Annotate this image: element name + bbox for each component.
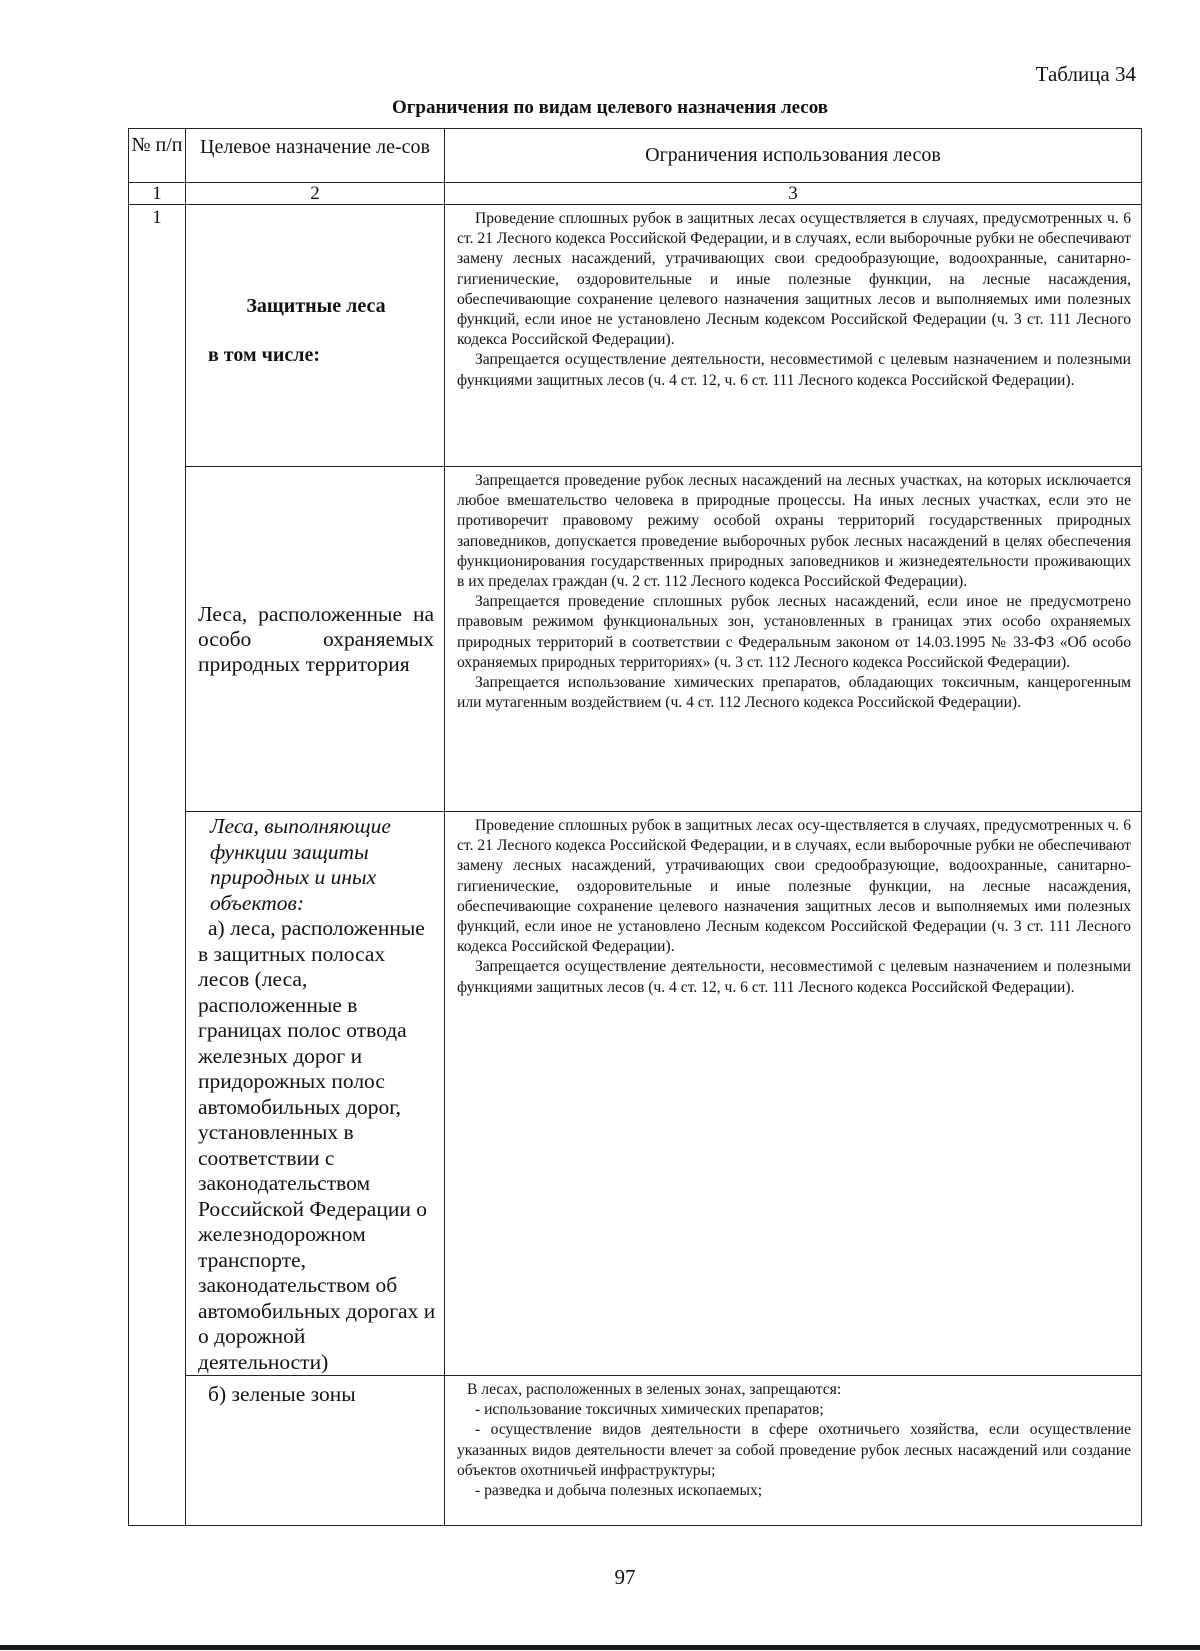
table-row: [129, 812, 1142, 1376]
table-title: Ограничения по видам целевого назначения лесов: [391, 97, 829, 118]
purpose-green: б) зеленые зоны: [186, 1376, 445, 1526]
restriction-paragraph: В лесах, расположенных в зеленых зонах, запрещаются:: [467, 1381, 842, 1398]
page-number: 97: [614, 1565, 636, 1589]
header-restrictions: Ограничения использования лесов: [445, 129, 1142, 183]
restriction-paragraph: Проведение сплошных рубок в защитных лесах осуществляется в случаях, предусмотренных ч. 6 ст. 21 Лесного кодекса Российской Федерации, и в случаях, если выборочные рубки не обеспечивают замену лесных насаждений, утрачивающих свои средообразующие, водоохранные, санитарно-гигиенические, оздоровительные и иные полезные функции, на лесные насаждения, обеспечивающие сохранение целевого назначения защитных лесов и выполняемых ими полезных функций, если иное не установлено Лесным кодексом Российской Федерации (ч. 3 ст. 111 Лесного кодекса Российской Федерации).: [457, 210, 1131, 349]
purpose-functions-heading: Леса, выполняющие функции защиты природных и иных объектов:: [210, 814, 391, 915]
restrictions-oopt: [445, 467, 1142, 812]
table-label: Таблица 34: [1035, 62, 1136, 86]
restriction-paragraph: Запрещается использование химических препаратов, обладающих токсичным, канцерогенным или мутагенным воздействием (ч. 4 ст. 112 Лесного кодекса Российской Федерации).: [457, 674, 1131, 712]
table-row: [129, 1376, 1142, 1526]
restriction-paragraph: Проведение сплошных рубок в защитных лесах осу-ществляется в случаях, предусмотренных ч. 6 ст. 21 Лесного кодекса Российской Федерации, и в случаях, если выборочные рубки не обеспечивают замену лесных насаждений, утрачивающих свои средообразующие, водоохранные, санитарно-гигиенические, оздоровительные и иные полезные функции, на лесные насаждения, обеспечивающие сохранение целевого назначения защитных лесов и выполняемых ими полезных функций, если иное не установлено Лесным кодексом Российской Федерации (ч. 3 ст. 111 Лесного кодекса Российской Федерации).: [457, 817, 1131, 956]
index-cell: 2: [186, 183, 445, 205]
header-purpose: Целевое назначение ле-сов: [186, 129, 445, 183]
restriction-paragraph: Запрещается проведение сплошных рубок лесных насаждений, если иное не предусмотрено правовым режимом функциональных зон, установленных в границах этих особо охраняемых природных территорий в соответствии с Федеральным законом от 14.03.1995 № 33-ФЗ «Об особо охраняемых природных территориях» (ч. 3 ст. 112 Лесного кодекса Российской Федерации).: [457, 593, 1131, 671]
row-number: 1: [129, 205, 186, 1526]
purpose-oopt: Леса, расположенные на особо охраняемых природных территория: [186, 467, 445, 812]
bottom-rule: [0, 1645, 1200, 1650]
purpose-protective-title: Защитные леса: [246, 295, 386, 317]
index-row: [129, 183, 1142, 205]
restriction-paragraph: - осуществление видов деятельности в сфере охотничьего хозяйства, если осуществление указанных видов деятельности влечет за собой проведение рубок лесных насаждений или создание объектов охотничьей инфраструктуры;: [457, 1421, 1131, 1479]
restriction-paragraph: Запрещается проведение рубок лесных насаждений на лесных участках, на которых исключается любое вмешательство человека в природные процессы. На иных лесных участках, если это не противоречит правовому режиму особой охраны территорий государственных природных заповедников, допускается проведение выборочных рубок лесных насаждений в целях обеспечения функционирования государственных природных заповедников и жизнедеятельности проживающих в их пределах граждан (ч. 2 ст. 112 Лесного кодекса Российской Федерации).: [457, 472, 1131, 591]
index-cell: 1: [129, 183, 186, 205]
purpose-functions: [186, 812, 445, 1376]
header-num: № п/п: [129, 129, 186, 183]
purpose-protective: [186, 205, 445, 467]
restrictions-protective: [445, 205, 1142, 467]
restriction-paragraph: Запрещается осуществление деятельности, несовместимой с целевым назначением и полезными функциями защитных лесов (ч. 4 ст. 12, ч. 6 ст. 111 Лесного кодекса Российской Федерации).: [457, 958, 1131, 996]
restrictions-table: [128, 128, 1142, 1526]
restrictions-functions: [445, 812, 1142, 1376]
table-row: [129, 205, 1142, 467]
restriction-paragraph: Запрещается осуществление деятельности, несовместимой с целевым назначением и полезными функциями защитных лесов (ч. 4 ст. 12, ч. 6 ст. 111 Лесного кодекса Российской Федерации).: [457, 351, 1131, 389]
restriction-paragraph: - использование токсичных химических препаратов;: [475, 1401, 824, 1419]
restriction-paragraph: - разведка и добыча полезных ископаемых;: [475, 1482, 763, 1500]
restrictions-green: [445, 1376, 1142, 1526]
table-row: [129, 467, 1142, 812]
purpose-functions-item: а) леса, расположенные в защитных полосах лесов (леса, расположенные в границах полос отвода железных дорог и придорожных полос автомобильных дорог, установленных в соответствии с законодательством Российской Федерации о железнодорожном транспорте, законодательством об автомобильных дорогах и о дорожной деятельности): [198, 916, 436, 1374]
purpose-protective-subtitle: в том числе:: [208, 344, 321, 366]
header-row: [129, 129, 1142, 183]
index-cell: 3: [445, 183, 1142, 205]
